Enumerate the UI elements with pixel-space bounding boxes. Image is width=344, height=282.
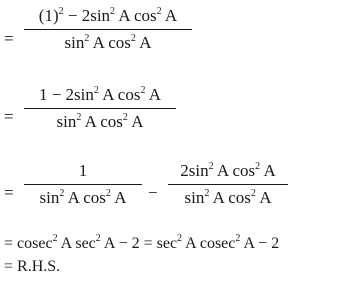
fraction-bar — [24, 108, 176, 109]
step-5-line: = R.H.S. — [4, 258, 61, 275]
denominator: $\sin^2 A$ $\cos^2 A$ — [56, 112, 144, 132]
equals-sign: = — [4, 107, 14, 126]
fraction-left — [24, 161, 142, 208]
fraction-bar — [168, 184, 288, 185]
step-4-line: = cosec$^2$ A $\sec^2 A - 2 = \sec^2 A$ cosec$^2$ A − 2 — [4, 233, 280, 252]
denominator: $\sin^2 A$ $\cos^2 A$ — [184, 188, 272, 208]
denominator: $\sin^2 A$ $\cos^2 A$ — [64, 33, 152, 53]
numerator: $(1)^2 - 2\sin^2$ A $\cos^2 A$ — [38, 6, 178, 25]
minus-sign: − — [148, 183, 158, 202]
equals-sign: = — [4, 183, 14, 202]
numerator: $2\sin^2$ A $\cos^2 A$ — [180, 161, 276, 180]
fraction-bar — [24, 184, 142, 185]
fraction-step-1 — [24, 6, 192, 53]
numerator: 1 — [78, 161, 88, 180]
fraction-step-2 — [24, 85, 176, 132]
denominator: $\sin^2 A$ $\cos^2 A$ — [39, 188, 127, 208]
equals-sign: = — [4, 29, 14, 48]
fraction-bar — [24, 29, 192, 30]
numerator: $1 - 2\sin^2$ A $\cos^2 A$ — [38, 85, 162, 104]
fraction-right — [168, 161, 288, 208]
